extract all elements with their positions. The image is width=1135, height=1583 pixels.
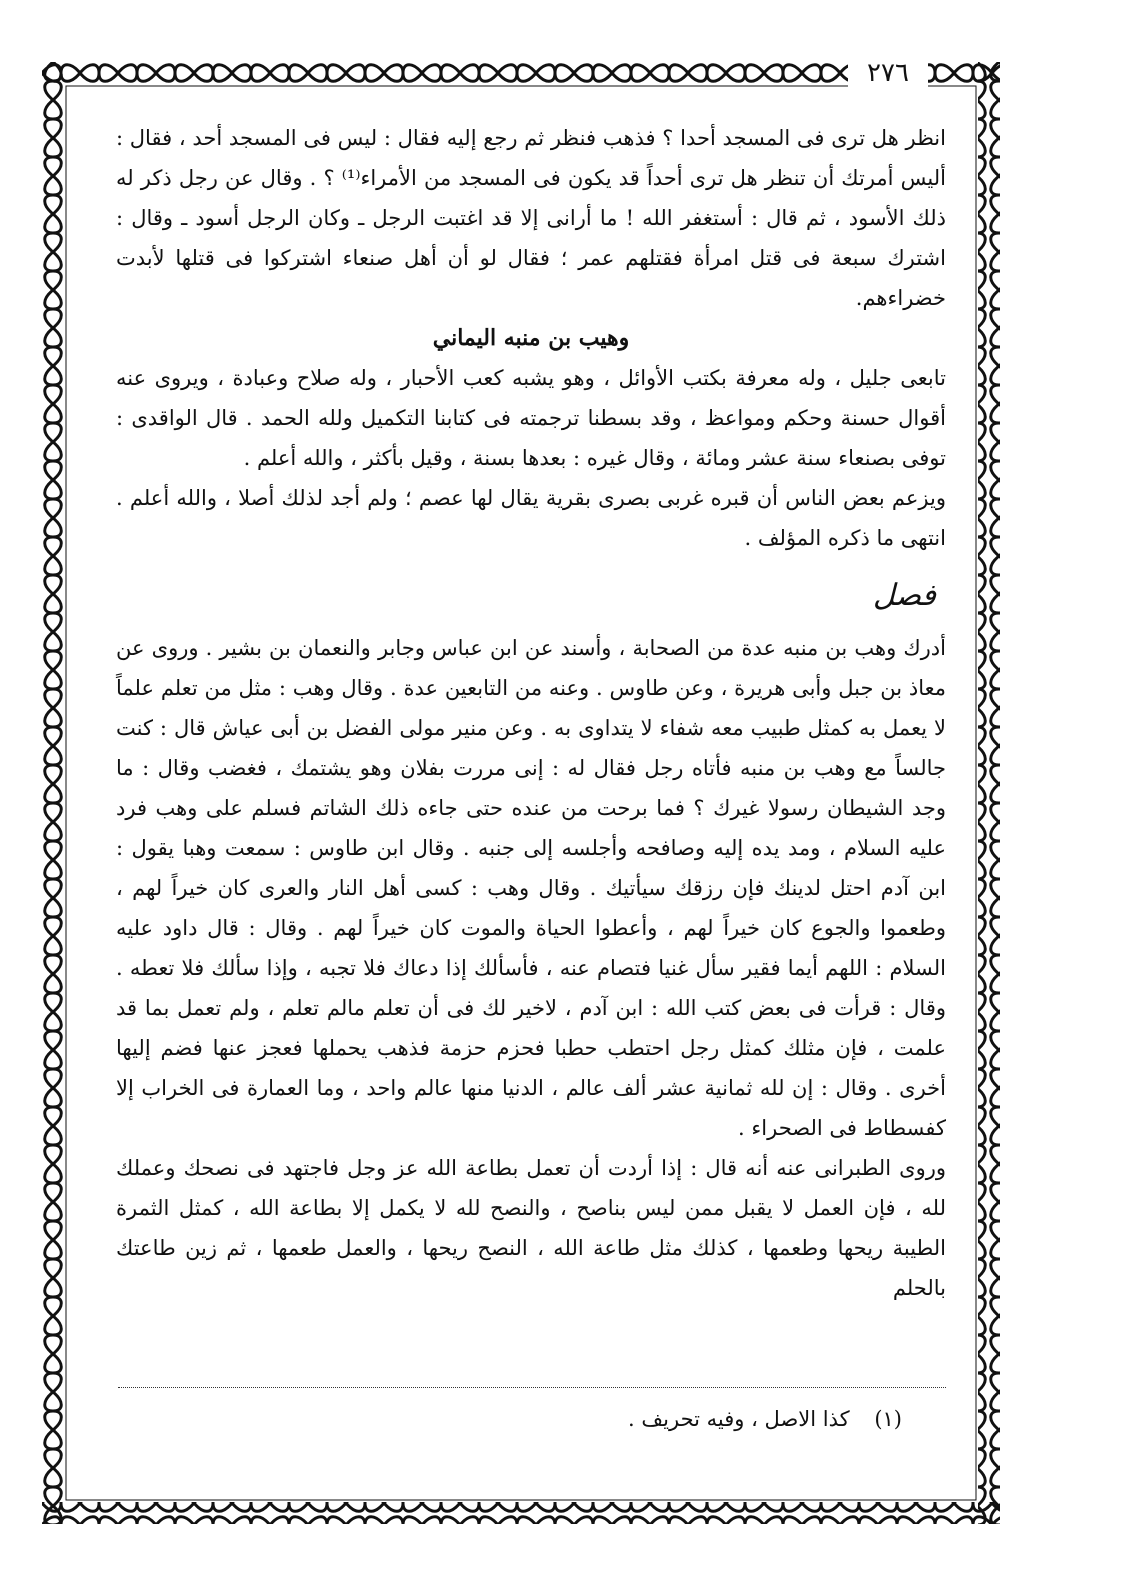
paragraph: أدرك وهب بن منبه عدة من الصحابة ، وأسند عن ابن عباس وجابر والنعمان بن بشير . وروى عن معاذ بن جبل وأبى هريرة ، وعن طاوس . وعنه من التابعين عدة . وقال وهب : مثل من تعلم علماً لا يعمل به كمثل طبيب معه شفاء لا يتداوى به . وعن منير مولى الفضل بن أبى عياش قال : كنت جالساً مع وهب بن منبه فأتاه رجل فقال له : إنى مررت بفلان وهو يشتمك ، فغضب وقال : ما وجد الشيطان رسولا غيرك ؟ فما برحت من عنده حتى جاءه ذلك الشاتم فسلم على وهب فرد عليه السلام ، ومد يده إليه وصافحه وأجلسه إلى جنبه . وقال ابن طاوس : سمعت وهبا يقول : ابن آدم احتل لدينك فإن رزقك سيأتيك . وقال وهب : كسى أهل النار والعرى كان خيراً لهم ، وطعموا والجوع كان خيراً لهم ، وأعطوا الحياة والموت كان خيراً لهم . وقال : قال داود عليه السلام : اللهم أيما فقير سأل غنيا فتصام عنه ، فأسألك إذا دعاك فلا تجبه ، وإذا سألك فلا تعطه . وقال : قرأت فى بعض كتب الله : ابن آدم ، لاخير لك فى أن تعلم مالم تعلم ، ولم تعمل بما قد علمت ، فإن مثلك كمثل رجل احتطب حطبا فحزم حزمة فذهب يحملها فعجز عنها فضم إليها أخرى . وقال : إن لله ثمانية عشر ألف عالم ، الدنيا منها عالم واحد ، وما العمارة فى الخراب إلا كفسطاط فى الصحراء .: [116, 636, 946, 1140]
footnote: [116, 1402, 902, 1436]
paragraph: وروى الطبرانى عنه أنه قال : إذا أردت أن تعمل بطاعة الله عز وجل فاجتهد فى نصحك وعملك لله ، فإن العمل لا يقبل ممن ليس بناصح ، والنصح لله لا يكمل إلا بطاعة الله ، كمثل الثمرة الطيبة ريحها وطعمها ، كذلك مثل طاعة الله ، النصح ريحها ، والعمل طعمها ، ثم زين طاعتك بالحلم: [116, 1156, 946, 1300]
main-text: [116, 118, 946, 1308]
fasl-title: فصل: [872, 578, 936, 613]
footnote-marker: (١): [874, 1407, 902, 1431]
paragraph: انظر هل ترى فى المسجد أحدا ؟ فذهب فنظر ثم رجع إليه فقال : ليس فى المسجد أحد ، فقال : أليس أمرتك أن تنظر هل ترى أحداً قد يكون فى المسجد من الأمراء⁽¹⁾ ؟ . وقال عن رجل ذكر له ذلك الأسود ، ثم قال : أستغفر الله ! ما أرانى إلا قد اغتبت الرجل ـ وكان الرجل أسود ـ وقال : اشترك سبعة فى قتل امرأة فقتلهم عمر ؛ فقال لو أن أهل صنعاء اشتركوا فى قتلها لأبدت خضراءهم.: [116, 126, 946, 310]
footnote-text: كذا الاصل ، وفيه تحريف .: [628, 1407, 850, 1431]
paragraph: تابعى جليل ، وله معرفة بكتب الأوائل ، وهو يشبه كعب الأحبار ، وله صلاح وعبادة ، ويروى عنه أقوال حسنة وحكم ومواعظ ، وقد بسطنا ترجمته فى كتابنا التكميل ولله الحمد . قال الواقدى : توفى بصنعاء سنة عشر ومائة ، وقال غيره : بعدها بسنة ، وقيل بأكثر ، والله أعلم .: [116, 366, 946, 470]
paragraph: ويزعم بعض الناس أن قبره غربى بصرى بقرية يقال لها عصم ؛ ولم أجد لذلك أصلا ، والله أعلم . انتهى ما ذكره المؤلف .: [116, 486, 946, 550]
section-heading: وهيب بن منبه اليماني: [432, 325, 630, 351]
footnote-divider: [118, 1387, 946, 1388]
page-number: ٢٧٦: [848, 56, 928, 90]
